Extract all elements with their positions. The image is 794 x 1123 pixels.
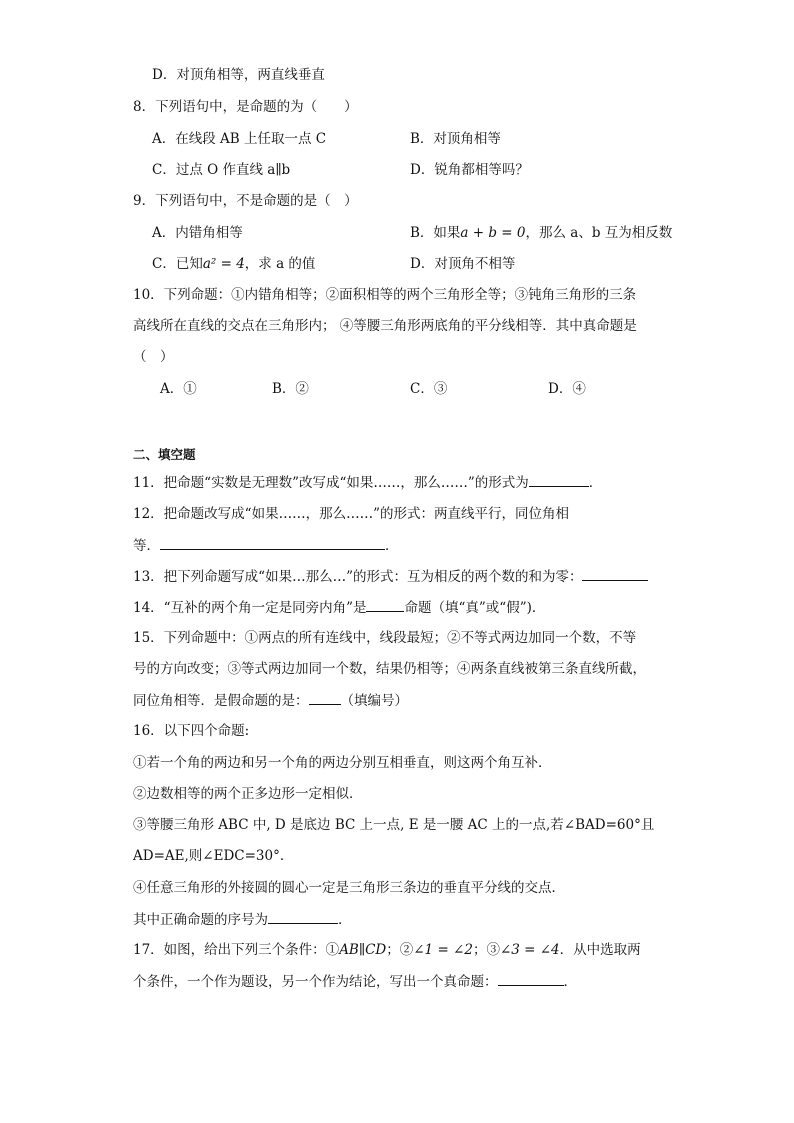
q12-end: ． — [385, 538, 399, 554]
q17-condition1: AB∥CD — [339, 942, 387, 958]
q17-sep1: ；② — [386, 942, 414, 958]
q9-option-c-prefix: C．已知 — [152, 256, 203, 272]
q16-ask-prefix: 其中正确命题的序号为 — [133, 912, 268, 928]
q16-ask-end: ． — [338, 912, 352, 928]
q15-line3-prefix: 同位角相等．是假命题的是： — [133, 693, 309, 709]
q8-option-b: B．对顶角相等 — [410, 131, 501, 147]
q12-line2 — [133, 536, 399, 555]
q12-line2-prefix: 等． — [133, 538, 160, 554]
q9-option-c — [152, 255, 315, 273]
q8-option-d: D．锐角都相等吗？ — [410, 162, 529, 178]
q14 — [133, 598, 545, 617]
q11-end: ． — [588, 475, 603, 491]
q17-line1-suffix: ．从中选取两 — [559, 942, 641, 958]
q15-line3 — [133, 691, 408, 710]
q17-line1-prefix: 17．如图，给出下列三个条件：① — [133, 942, 340, 958]
q9-option-b-suffix: ，那么 a、b 互为相反数 — [525, 225, 673, 241]
q10-option-d: D．④ — [548, 381, 586, 397]
q10-option-b: B．② — [272, 381, 309, 397]
q16-ask — [133, 910, 352, 929]
q16-item3-line1: ③等腰三角形 ABC 中, D 是底边 BC 上一点, E 是一腰 AC 上的一点,若∠BAD=60°且 — [133, 817, 655, 833]
q13-text: 13．把下列命题写成“如果…那么…”的形式：互为相反的两个数的和为零： — [133, 569, 583, 585]
q15-blank[interactable] — [309, 691, 341, 705]
q12-line1: 12．把命题改写成“如果……，那么……”的形式：两直线平行，同位角相 — [133, 506, 569, 522]
q16-stem: 16．以下四个命题: — [133, 723, 250, 739]
q14-prefix: 14．“互补的两个角一定是同旁内角”是 — [133, 600, 367, 616]
q11 — [133, 473, 602, 492]
q9-option-b-math: a + b = 0 — [460, 225, 526, 241]
q9-option-a: A．内错角相等 — [152, 225, 243, 241]
q8-option-a: A．在线段 AB 上任取一点 C — [152, 131, 327, 147]
q17-line1 — [133, 941, 641, 959]
q16-blank[interactable] — [268, 910, 338, 924]
q17-condition2: ∠1 = ∠2 — [413, 942, 473, 958]
q10-option-c: C．③ — [410, 381, 448, 397]
q9-stem: 9．下列语句中，不是命题的是（ ） — [133, 193, 358, 209]
q14-suffix: 命题（填“真”或“假”)． — [404, 600, 546, 616]
q13-blank[interactable] — [582, 567, 648, 581]
q17-line2-prefix: 个条件，一个作为题设，另一个作为结论，写出一个真命题： — [133, 974, 498, 990]
q13 — [133, 567, 648, 586]
q16-item3-line2: AD=AE,则∠EDC=30°． — [133, 848, 294, 864]
q15-line3-suffix: （填编号） — [340, 693, 408, 709]
q9-option-c-math: a² = 4 — [202, 256, 245, 272]
q9-option-b — [410, 224, 672, 242]
q9-option-c-suffix: ，求 a 的值 — [244, 256, 316, 272]
q9-option-b-prefix: B．如果 — [410, 225, 461, 241]
q17-line2-end: ． — [563, 974, 577, 990]
q17-sep2: ；③ — [472, 942, 500, 958]
q17-condition3: ∠3 = ∠4 — [499, 942, 560, 958]
q10-option-a: A．① — [160, 381, 197, 397]
q7-option-d: D．对顶角相等，两直线垂直 — [152, 67, 325, 83]
q17-line2 — [133, 972, 577, 991]
q8-option-c: C．过点 O 作直线 a∥b — [152, 162, 291, 178]
q15-line2: 号的方向改变；③等式两边加同一个数，结果仍相等；④两条直线被第三条直线所截， — [133, 661, 646, 677]
q16-item4: ④任意三角形的外接圆的圆心一定是三角形三条边的垂直平分线的交点． — [133, 880, 565, 896]
q16-item1: ①若一个角的两边和另一个角的两边分别互相垂直，则这两个角互补． — [133, 755, 552, 771]
q10-stem-line1: 10．下列命题：①内错角相等；②面积相等的两个三角形全等；③钝角三角形的三条 — [133, 287, 637, 303]
q14-blank[interactable] — [366, 598, 404, 612]
q16-item2: ②边数相等的两个正多边形一定相似． — [133, 786, 363, 802]
q11-text: 11．把命题“实数是无理数”改写成“如果……，那么……”的形式为 — [133, 475, 529, 491]
q17-blank[interactable] — [498, 972, 564, 986]
q12-blank[interactable] — [160, 536, 385, 550]
section-title: 二、填空题 — [133, 447, 196, 462]
q10-stem-line2: 高线所在直线的交点在三角形内； ④等腰三角形两底角的平分线相等．其中真命题是 — [133, 318, 637, 334]
q15-line1: 15．下列命题中：①两点的所有连线中，线段最短；②不等式两边加同一个数，不等 — [133, 630, 637, 646]
q11-blank[interactable] — [529, 473, 589, 487]
q10-stem-line3: （ ） — [133, 349, 174, 365]
q8-stem: 8．下列语句中，是命题的为（ ） — [133, 99, 358, 115]
q9-option-d: D．对顶角不相等 — [410, 256, 516, 272]
